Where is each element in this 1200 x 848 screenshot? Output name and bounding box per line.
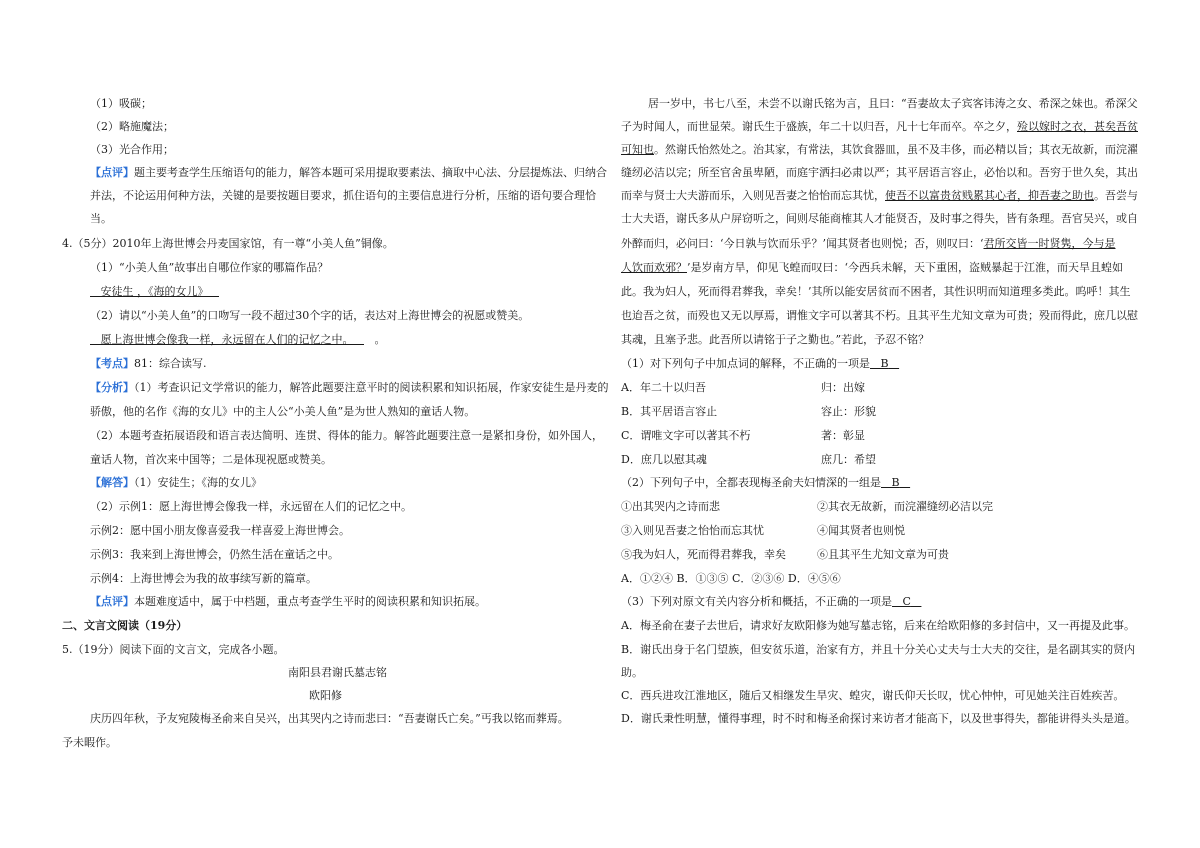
example-4: 示例4：上海世博会为我的故事续写新的篇章。 <box>90 572 317 585</box>
comment-1-line-c: 当。 <box>90 212 112 225</box>
choice-5: ⑤我为妇人，死而得君葬我，幸矣 <box>621 548 786 561</box>
example-3: 示例3：我来到上海世博会，仍然生活在童话之中。 <box>90 548 339 561</box>
statement-d: D．谢氏秉性明慧，懂得事理，时不时和梅圣俞探讨来访者才能高下，以及世事得失，都能讲得头头是道。 <box>621 712 1136 725</box>
essay-line-1: 居一岁中，书七八至，未尝不以谢氏铭为言，且曰：“吾妻故太子宾客讳涛之女、希深之妹也。希深父 <box>648 97 1138 110</box>
essay-author: 欧阳修 <box>309 689 342 702</box>
sub-question-2: （2）下列句子中，全都表现梅圣俞夫妇情深的一组是 B <box>621 476 900 489</box>
statement-c: C．西兵进攻江淮地区，随后又相继发生旱灾、蝗灾，谢氏仰天长叹，忧心忡忡，可见她关注百姓疾苦。 <box>621 689 1125 702</box>
option-c-gloss: 著：彰显 <box>821 429 865 442</box>
option-d: D．庶几以慰其魂 <box>621 453 707 466</box>
question-4: 4.（5分）2010年上海世博会丹麦国家馆，有一尊“小美人鱼”铜像。 <box>62 237 394 250</box>
essay-line-4: 缝纫必洁以完；所至官舍虽卑陋，而庭宇洒扫必肃以严；其平居语言容止，必怡以和。吾穷于世久矣，其出 <box>621 166 1138 179</box>
sub-question-2-options: A．①②④ B．①③⑤ C．②③⑥ D．④⑤⑥ <box>621 572 841 585</box>
answer-line: 【解答】（1）安徒生；《海的女儿》 <box>90 476 262 489</box>
comment-text: 题主要考查学生压缩语句的能力，解答本题可采用提取要素法、摘取中心法、分层提炼法、归纳合 <box>134 166 607 179</box>
option-b: B．其平居语言容止 <box>621 405 718 418</box>
analysis-line-b: 骄傲，他的名作《海的女儿》中的主人公“小美人鱼”是为世人熟知的童话人物。 <box>90 405 476 418</box>
choice-1: ①出其哭内之诗而悲 <box>621 500 720 513</box>
comment-tag: 【点评】 <box>90 166 134 179</box>
question-5: 5.（19分）阅读下面的文言文，完成各小题。 <box>62 643 285 656</box>
sub-question-1: （1）对下列句子中加点词的解释，不正确的一项是 B <box>621 357 889 370</box>
answer-line-3: （3）光合作用； <box>90 143 174 156</box>
essay-title: 南阳县君谢氏墓志铭 <box>288 666 387 679</box>
statement-b-1: B．谢氏出身于名门望族，但安贫乐道，治家有方，并且十分关心丈夫与士大夫的交往，是名副其实的贤内 <box>621 643 1136 656</box>
essay-line-6: 士大夫语，谢氏多从户屏窃听之，间则尽能商榷其人才能贤否，及时事之得失，皆有条理。吾官吴兴，或自 <box>621 212 1138 225</box>
question-4-2-answer: 愿上海世博会像我一样，永远留在人们的记忆之中。 。 <box>100 333 386 346</box>
option-c: C．谓唯文字可以著其不朽 <box>621 429 751 442</box>
essay-line-2: 子为时闻人，而世显荣。谢氏生于盛族，年二十以归吾，凡十七年而卒。卒之夕，殓以嫁时之衣，甚矣吾贫 <box>621 120 1138 133</box>
statement-a: A．梅圣俞在妻子去世后，请求好友欧阳修为她写墓志铭，后来在给欧阳修的多封信中，又一再提及此事。 <box>621 619 1135 632</box>
choice-3: ③入则见吾妻之怡怡而忘其忧 <box>621 524 764 537</box>
essay-line-3: 可知也。然谢氏怡然处之。治其家，有常法，其饮食器皿，虽不及丰侈，而必精以旨；其衣无故新，而浣濯 <box>621 143 1138 156</box>
analysis-line-a: 【分析】（1）考查识记文学常识的能力，解答此题要注意平时的阅读积累和知识拓展，作家安徒生是丹麦的 <box>90 381 609 394</box>
option-a: A．年二十以归吾 <box>621 381 706 394</box>
example-2: 示例2：愿中国小朋友像喜爱我一样喜爱上海世博会。 <box>90 524 350 537</box>
essay-para-1a: 庆历四年秋，予友宛陵梅圣俞来自吴兴，出其哭内之诗而悲曰：“吾妻谢氏亡矣。”丐我以铭而葬焉。 <box>90 712 569 725</box>
comment-1-line-a <box>90 166 607 180</box>
essay-line-8: 人饮而欢邪？’是岁南方旱，仰见飞蝗而叹曰：‘今西兵未解，天下重困，盗贼暴起于江淮，而天旱且蝗如 <box>621 261 1123 274</box>
section-heading: 二、文言文阅读（19分） <box>62 619 188 632</box>
answer-line-2: （2）略施魔法； <box>90 120 174 133</box>
option-b-gloss: 容止：形貌 <box>821 405 876 418</box>
essay-line-7: 外醉而归，必问曰：‘今日孰与饮而乐乎？’闻其贤者也则悦；否，则叹曰：‘君所交皆一时贤隽，今与是 <box>621 237 1116 250</box>
option-a-gloss: 归：出嫁 <box>821 381 865 394</box>
essay-line-9: 此。我为妇人，死而得君葬我，幸矣！’其所以能安居贫而不困者，其性识明而知道理多类此。呜呼！其生 <box>621 285 1131 298</box>
essay-para-1b: 予未暇作。 <box>62 736 117 749</box>
choice-4: ④闻其贤者也则悦 <box>817 524 905 537</box>
choice-6: ⑥且其平生尤知文章为可贵 <box>817 548 949 561</box>
question-4-1: （1）“小美人鱼”故事出自哪位作家的哪篇作品？ <box>90 261 329 274</box>
kaodian-line: 【考点】81：综合读写. <box>90 357 207 370</box>
essay-line-5: 而幸与贤士大夫游而乐，入则见吾妻之怡怡而忘其忧，使吾不以富贵贫贱累其心者，抑吾妻之助也。吾尝与 <box>621 189 1138 202</box>
analysis-line-d: 童话人物，首次来中国等；二是体现祝愿或赞美。 <box>90 453 332 466</box>
statement-b-2: 助。 <box>621 666 643 679</box>
option-d-gloss: 庶几：希望 <box>821 453 876 466</box>
question-4-2: （2）请以“小美人鱼”的口吻写一段不超过30个字的话，表达对上海世博会的祝愿或赞美。 <box>90 309 530 322</box>
essay-line-10: 也迨吾之贫，而殁也又无以厚焉，谓惟文字可以著其不朽。且其平生尤知文章为可贵；殁而得此，庶几以慰 <box>621 309 1138 322</box>
analysis-line-c: （2）本题考查拓展语段和语言表达简明、连贯、得体的能力。解答此题要注意一是紧扣身份，如外国人， <box>90 429 603 442</box>
sub-question-3: （3）下列对原文有关内容分析和概括，不正确的一项是 C <box>621 595 911 608</box>
example-1: （2）示例1：愿上海世博会像我一样，永远留在人们的记忆之中。 <box>90 500 412 513</box>
choice-2: ②其衣无故新，而浣濯缝纫必洁以完 <box>817 500 993 513</box>
comment-2: 【点评】本题难度适中，属于中档题，重点考查学生平时的阅读积累和知识拓展。 <box>90 595 486 608</box>
essay-line-11: 其魂，且塞予悲。此吾所以请铭于子之勤也。”若此，予忍不铭？ <box>621 333 930 346</box>
answer-line-1: （1）吸碳； <box>90 97 152 110</box>
question-4-1-answer: 安徒生 ，《海的女儿》 <box>100 285 209 298</box>
comment-1-line-b: 并法，不论运用何种方法，关键的是要按题目要求，抓住语句的主要信息进行分析，压缩的语句要合理恰 <box>90 189 596 202</box>
